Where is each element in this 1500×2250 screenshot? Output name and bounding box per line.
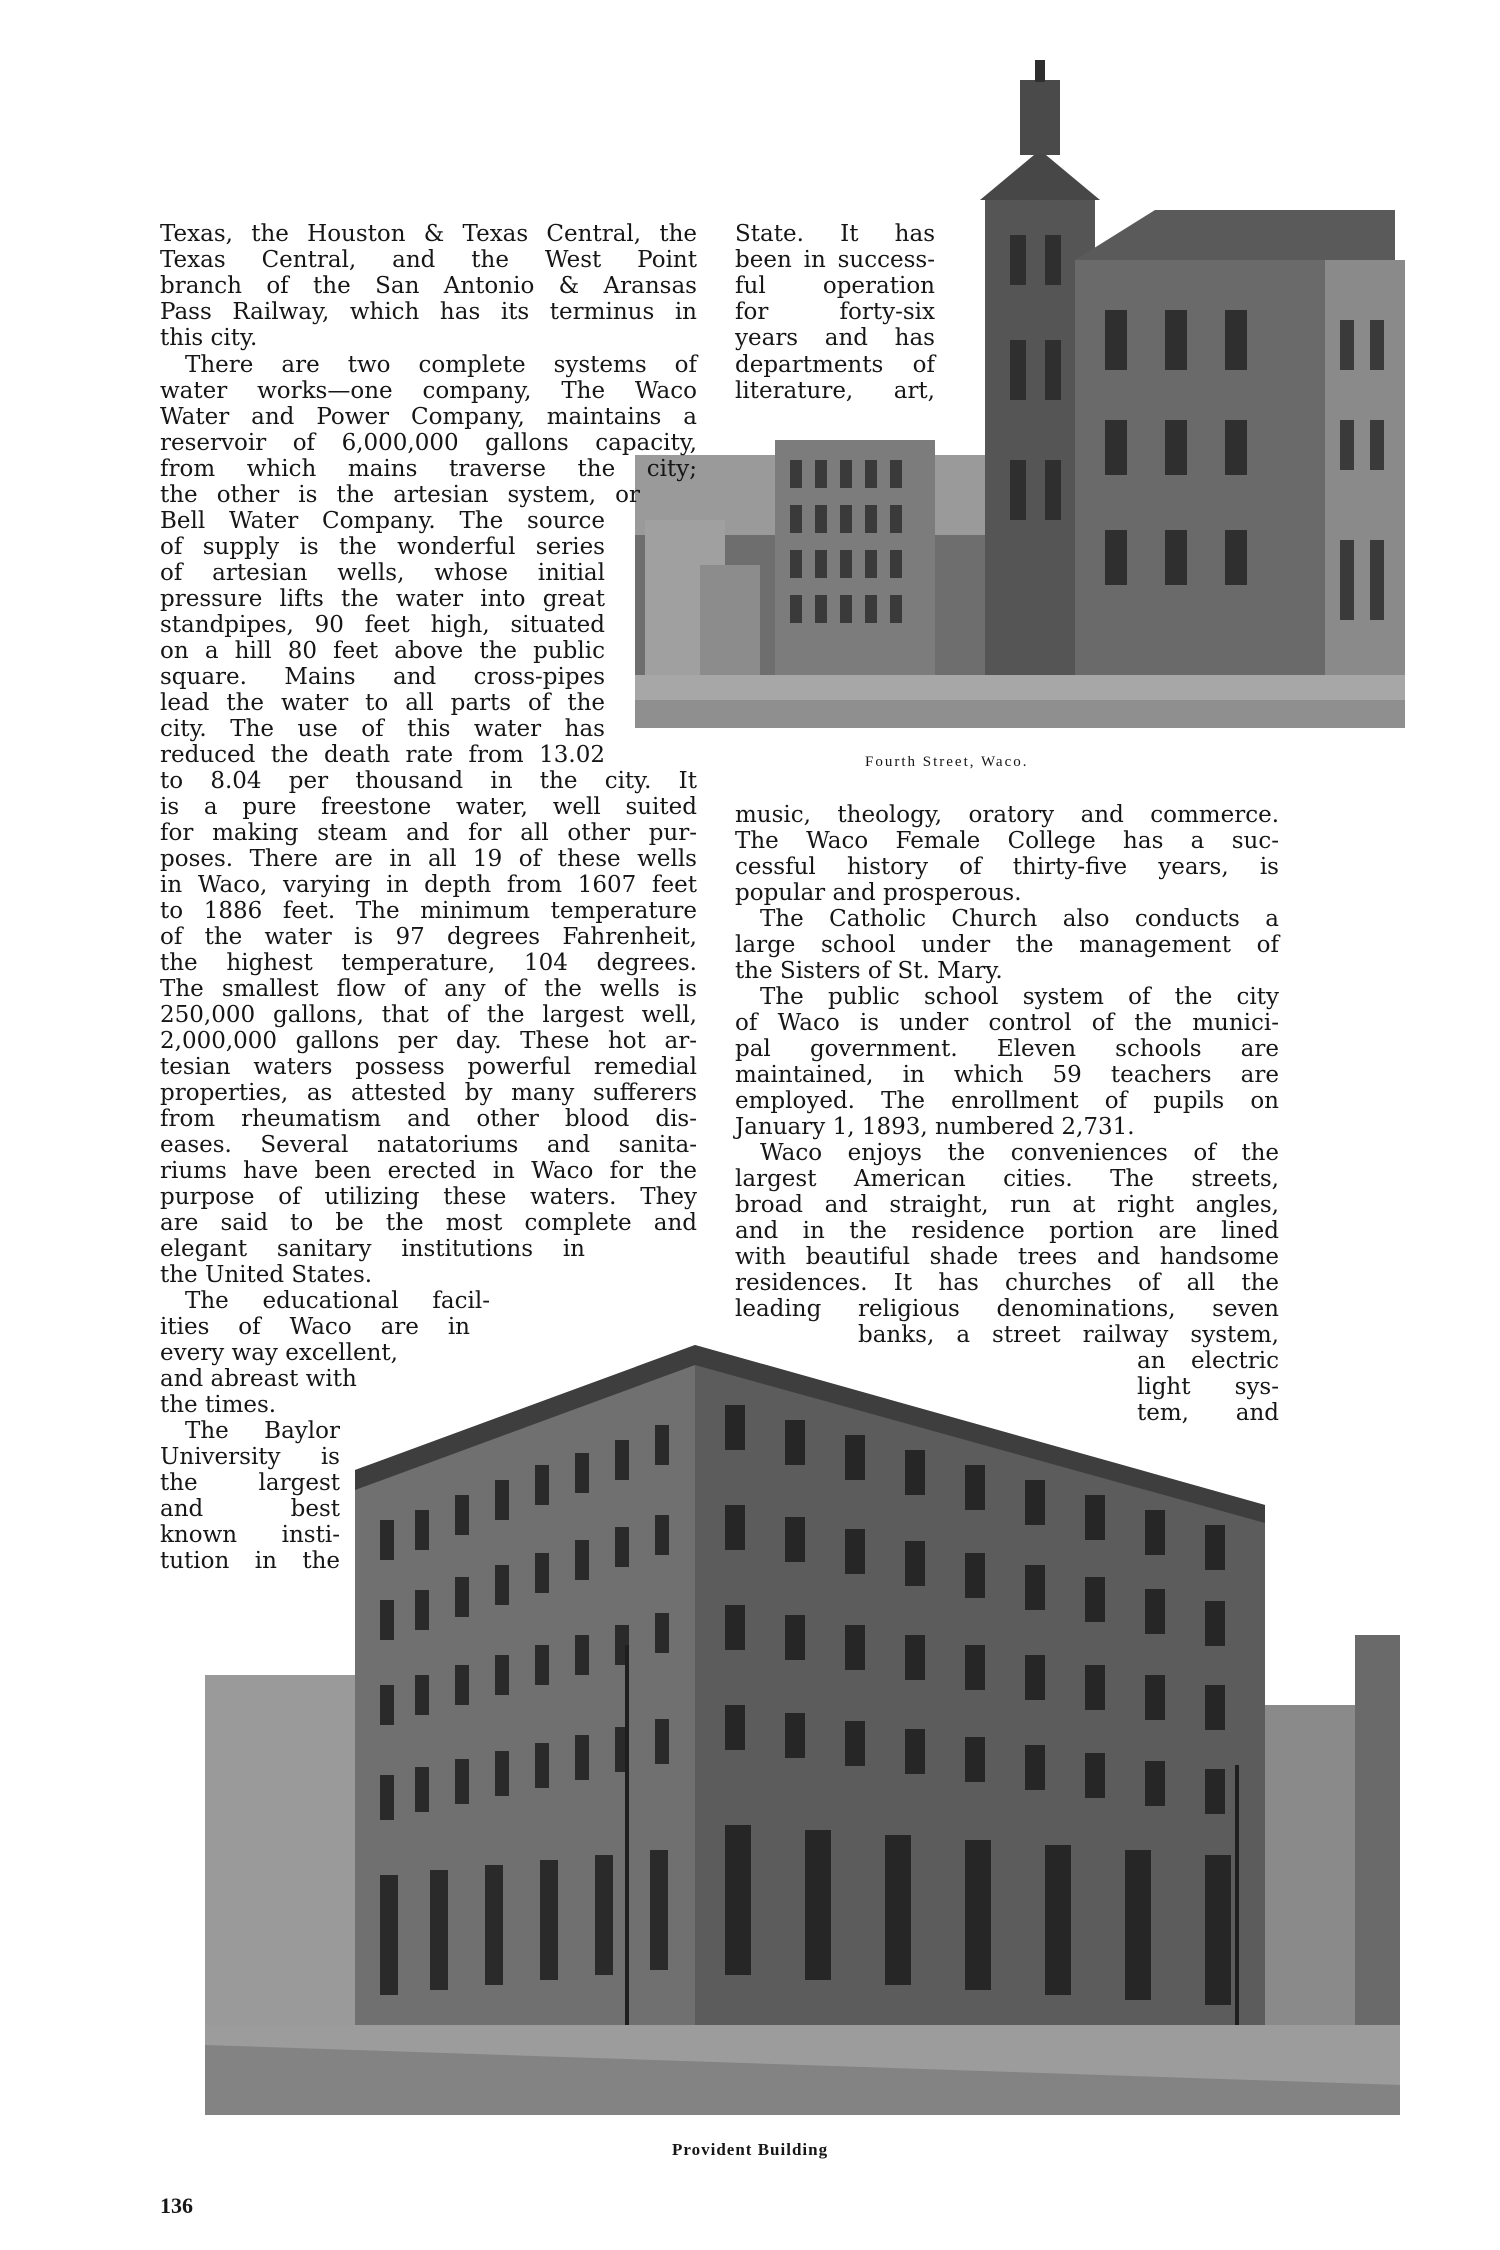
text-line: are said to be the most complete and: [160, 1210, 697, 1236]
text-line: popular and prosperous.: [735, 880, 1022, 906]
text-line: from which mains traverse the city;: [160, 456, 697, 482]
page-number: 136: [160, 2193, 193, 2218]
text-line: maintained, in which 59 teachers are: [735, 1062, 1279, 1088]
text-line: largest American cities. The streets,: [735, 1166, 1279, 1192]
fourth-street-caption: Fourth Street, Waco.: [865, 754, 1029, 770]
text-line: The smallest flow of any of the wells is: [160, 976, 697, 1002]
text-line: with beautiful shade trees and handsome: [735, 1244, 1279, 1270]
text-line: to 8.04 per thousand in the city. It: [160, 768, 697, 794]
text-line: eases. Several natatoriums and sanita-: [160, 1132, 697, 1158]
text-line: employed. The enrollment of pupils on: [735, 1088, 1279, 1114]
text-line: an electric: [1137, 1348, 1279, 1374]
text-line: music, theology, oratory and commerce.: [735, 802, 1279, 828]
text-line: cessful history of thirty-five years, is: [735, 854, 1279, 880]
text-line: reduced the death rate from 13.02: [160, 742, 605, 768]
text-line: broad and straight, run at right angles,: [735, 1192, 1279, 1218]
text-line: The Waco Female College has a suc-: [735, 828, 1279, 854]
text-line: the highest temperature, 104 degrees.: [160, 950, 697, 976]
text-line: pressure lifts the water into great: [160, 586, 605, 612]
text-line: lead the water to all parts of the: [160, 690, 605, 716]
text-line: pal government. Eleven schools are: [735, 1036, 1279, 1062]
text-line: this city.: [160, 325, 258, 351]
text-line: ities of Waco are in: [160, 1314, 470, 1340]
text-line: The Baylor: [185, 1418, 340, 1444]
text-line: large school under the management of: [735, 932, 1279, 958]
text-line: branch of the San Antonio & Aransas: [160, 273, 697, 299]
text-line: Texas, the Houston & Texas Central, the: [160, 221, 697, 247]
text-line: the Sisters of St. Mary.: [735, 958, 1003, 984]
text-line: literature, art,: [735, 378, 935, 404]
text-line: Pass Railway, which has its terminus in: [160, 299, 697, 325]
text-line: is a pure freestone water, well suited: [160, 794, 697, 820]
text-line: of supply is the wonderful series: [160, 534, 605, 560]
text-line: for making steam and for all other pur-: [160, 820, 697, 846]
text-line: reservoir of 6,000,000 gallons capacity,: [160, 430, 697, 456]
text-line: on a hill 80 feet above the public: [160, 638, 605, 664]
text-line: tesian waters possess powerful remedial: [160, 1054, 697, 1080]
text-line: riums have been erected in Waco for the: [160, 1158, 697, 1184]
text-line: and best: [160, 1496, 340, 1522]
text-line: purpose of utilizing these waters. They: [160, 1184, 697, 1210]
text-line: the United States.: [160, 1262, 373, 1288]
text-line: in Waco, varying in depth from 1607 feet: [160, 872, 697, 898]
text-line: The public school system of the city: [760, 984, 1279, 1010]
text-line: standpipes, 90 feet high, situated: [160, 612, 605, 638]
text-line: There are two complete systems of: [185, 352, 697, 378]
text-line: 250,000 gallons, that of the largest well,: [160, 1002, 697, 1028]
text-line: January 1, 1893, numbered 2,731.: [735, 1114, 1135, 1140]
text-line: water works—one company, The Waco: [160, 378, 697, 404]
text-line: The educational facil-: [185, 1288, 490, 1314]
text-line: years and has: [735, 325, 935, 351]
text-line: and abreast with: [160, 1366, 357, 1392]
provident-building-caption: Provident Building: [672, 2140, 829, 2159]
text-line: State. It has: [735, 221, 935, 247]
text-line: light sys-: [1137, 1374, 1279, 1400]
text-line: of the water is 97 degrees Fahrenheit,: [160, 924, 697, 950]
text-line: of artesian wells, whose initial: [160, 560, 605, 586]
text-line: to 1886 feet. The minimum temperature: [160, 898, 697, 924]
text-line: University is: [160, 1444, 340, 1470]
text-line: residences. It has churches of all the: [735, 1270, 1279, 1296]
text-line: Water and Power Company, maintains a: [160, 404, 697, 430]
text-line: properties, as attested by many sufferers: [160, 1080, 697, 1106]
text-line: known insti-: [160, 1522, 340, 1548]
text-line: ful operation: [735, 273, 935, 299]
text-line: of Waco is under control of the munici-: [735, 1010, 1279, 1036]
text-line: city. The use of this water has: [160, 716, 605, 742]
text-line: Texas Central, and the West Point: [160, 247, 697, 273]
text-line: square. Mains and cross-pipes: [160, 664, 605, 690]
text-line: the times.: [160, 1392, 277, 1418]
text-line: poses. There are in all 19 of these wells: [160, 846, 697, 872]
text-line: The Catholic Church also conducts a: [760, 906, 1279, 932]
text-line: the largest: [160, 1470, 340, 1496]
text-line: tem, and: [1137, 1400, 1279, 1426]
text-line: Bell Water Company. The source: [160, 508, 605, 534]
text-line: and in the residence portion are lined: [735, 1218, 1279, 1244]
text-line: tution in the: [160, 1548, 340, 1574]
text-line: every way excellent,: [160, 1340, 398, 1366]
text-line: elegant sanitary institutions in: [160, 1236, 585, 1262]
text-line: leading religious denominations, seven: [735, 1296, 1279, 1322]
text-line: the other is the artesian system, or: [160, 482, 640, 508]
text-line: banks, a street railway system,: [858, 1322, 1279, 1348]
text-line: been in success-: [735, 247, 935, 273]
provident-building-photo: [205, 1345, 1400, 2115]
text-line: departments of: [735, 352, 935, 378]
text-line: for forty-six: [735, 299, 935, 325]
text-line: from rheumatism and other blood dis-: [160, 1106, 697, 1132]
text-line: Waco enjoys the conveniences of the: [760, 1140, 1279, 1166]
text-line: 2,000,000 gallons per day. These hot ar-: [160, 1028, 697, 1054]
